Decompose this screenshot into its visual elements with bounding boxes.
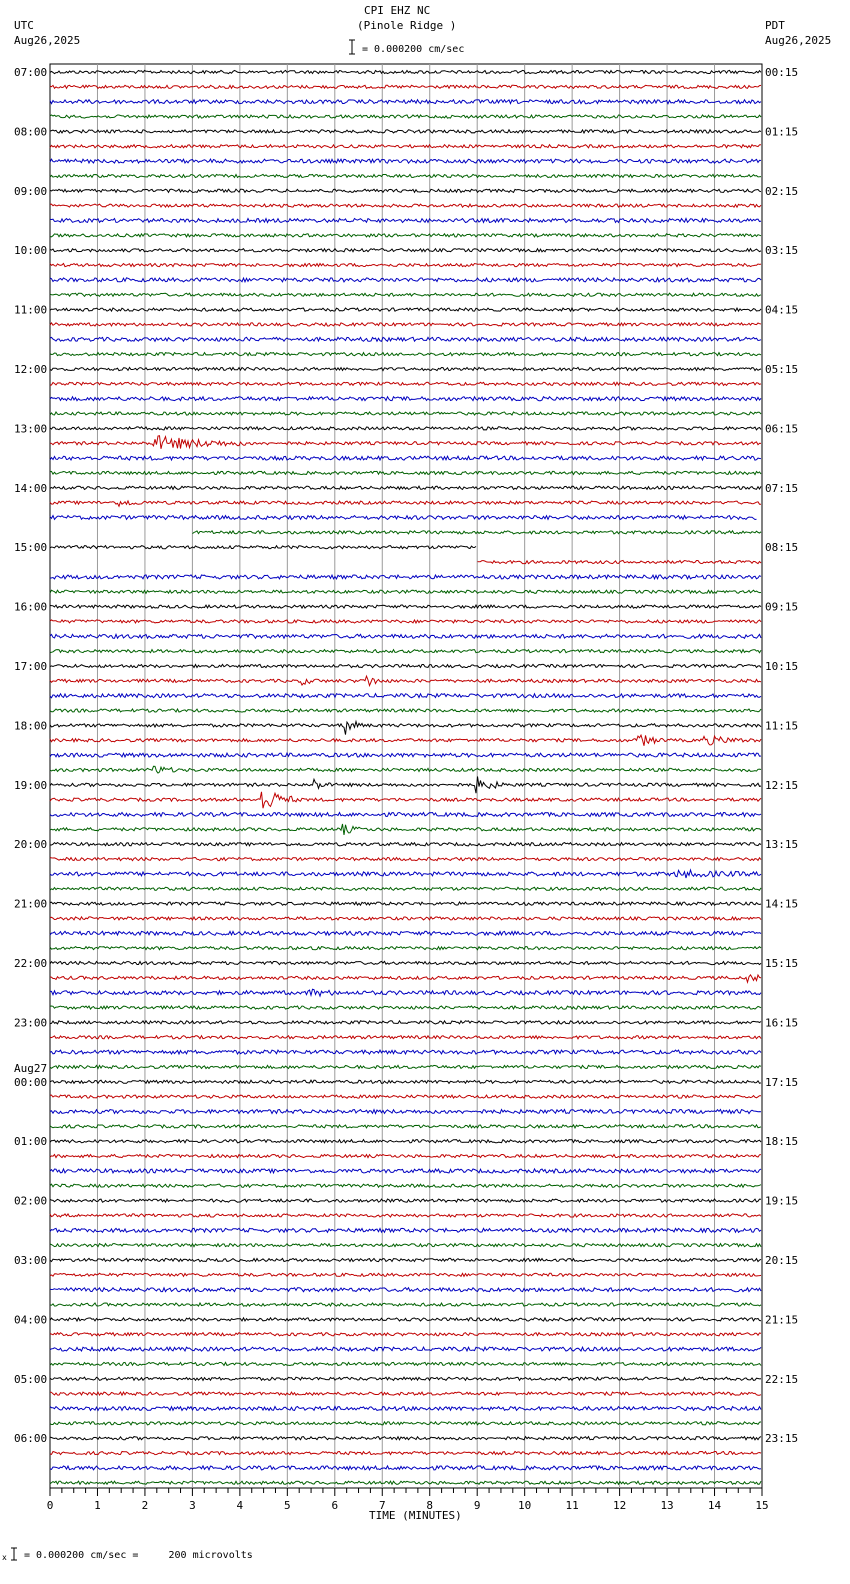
left-date: Aug26,2025 [14,34,81,47]
trace-row [50,1288,761,1292]
trace-row [50,1140,761,1143]
pdt-hour-label: 15:15 [765,957,799,970]
pdt-hour-label: 13:15 [765,838,799,852]
utc-hour-label: 01:00 [14,1135,48,1149]
utc-hour-label: 23:00 [14,1016,48,1030]
x-tick-label: 12 [612,1499,627,1512]
trace-row [50,1036,761,1039]
utc-hour-label: 09:00 [14,184,48,198]
x-tick-label: 0 [46,1499,54,1512]
trace-row [50,1228,761,1232]
trace-row [50,159,761,163]
trace-row [50,234,761,237]
trace-row [50,694,761,698]
trace-row [50,870,761,878]
scale-bar-icon [349,40,355,54]
trace-row [50,961,761,964]
trace-row [50,1244,761,1247]
pdt-hour-label: 14:15 [765,897,799,911]
x-tick-label: 13 [660,1499,674,1512]
trace-row [50,337,761,341]
pdt-hour-label: 08:15 [765,541,799,555]
trace-row [50,1422,761,1425]
utc-hour-label: 19:00 [14,778,48,792]
right-date: Aug26,2025 [765,34,832,47]
utc-hour-label: 07:00 [14,66,48,79]
utc-hour-label: 06:00 [14,1432,48,1446]
trace-row [50,278,761,282]
trace-row [50,308,761,311]
trace-row [50,1466,761,1470]
trace-row [50,753,761,757]
utc-hour-label: 20:00 [14,838,48,852]
trace-row [50,353,761,356]
trace-row [50,1377,761,1380]
trace-row [50,204,761,207]
utc-hour-label: 08:00 [14,125,48,139]
trace-row [50,664,761,667]
utc-hour-label: 16:00 [14,600,48,614]
pdt-hour-label: 23:15 [765,1432,799,1446]
utc-hour-label: 00:00 [14,1075,48,1089]
utc-hour-label: 11:00 [14,303,48,317]
pdt-hour-label: 04:15 [765,303,799,317]
utc-hour-label: 13:00 [14,422,48,436]
trace-row [50,456,761,460]
footer-scale-label: = 0.000200 cm/sec = 200 microvolts [24,1550,253,1561]
pdt-hour-label: 00:15 [765,66,799,79]
utc-hour-label: 03:00 [14,1254,48,1267]
trace-row [50,1481,761,1484]
trace-row [50,1184,761,1187]
trace-row [50,1080,761,1083]
pdt-hour-label: 06:15 [765,422,799,436]
x-tick-label: 6 [331,1499,339,1512]
trace-row [50,486,761,489]
trace-row [50,382,761,385]
trace-row [50,620,761,623]
pdt-hour-label: 11:15 [765,719,799,733]
trace-row [50,1333,761,1336]
x-tick-label: 8 [426,1499,434,1512]
trace-row [50,1214,761,1217]
trace-row [50,1050,761,1054]
trace-row [50,1169,761,1173]
station-title: CPI EHZ NC [364,4,431,17]
trace-row [50,293,761,296]
utc-hour-label: 04:00 [14,1313,48,1327]
trace-row [50,1155,761,1158]
utc-hour-label: 10:00 [14,244,48,258]
utc-hour-label: 05:00 [14,1372,48,1386]
trace-row [50,367,761,370]
trace-row [50,1110,761,1114]
trace-row [50,219,761,223]
x-tick-label: 15 [755,1499,769,1512]
x-tick-label: 14 [707,1499,722,1512]
trace-row [50,189,761,192]
trace-row [50,735,761,746]
utc-hour-label: 21:00 [14,897,48,911]
trace-row [50,1437,761,1440]
trace-row [50,115,761,118]
trace-row [50,516,757,520]
trace-row [50,412,761,415]
trace-row [50,1021,761,1024]
trace-row [50,264,761,267]
trace-row [50,792,761,808]
left-timezone: UTC [14,19,34,32]
trace-row [50,427,761,430]
trace-row [50,709,761,712]
trace-row [50,100,761,104]
trace-row [50,813,761,817]
trace-row [50,902,761,905]
pdt-hour-label: 20:15 [765,1254,799,1267]
footer-scale-bar-icon [11,1548,17,1560]
pdt-hour-label: 19:15 [765,1194,799,1208]
pdt-hour-label: 22:15 [765,1372,799,1386]
pdt-hour-label: 18:15 [765,1135,799,1149]
footer-marker: x [2,1553,7,1562]
trace-row [50,397,761,401]
utc-hour-label: 14:00 [14,481,48,495]
trace-row [50,605,761,608]
trace-row [50,1407,761,1411]
trace-row [50,590,761,593]
trace-row [50,130,761,133]
pdt-hour-label: 10:15 [765,660,799,673]
trace-row [50,85,761,88]
trace-row [50,70,761,73]
pdt-hour-label: 02:15 [765,184,799,198]
trace-row [50,650,761,653]
x-tick-label: 9 [473,1499,481,1512]
pdt-hour-label: 07:15 [765,481,799,495]
trace-row [50,917,761,920]
scale-label: = 0.000200 cm/sec [362,44,465,55]
trace-row [50,575,761,579]
trace-row [50,471,761,474]
trace-row [50,1125,761,1128]
trace-row [50,174,761,177]
trace-row [50,546,476,549]
trace-row [50,634,761,638]
right-timezone: PDT [765,19,785,32]
x-tick-label: 10 [518,1499,532,1512]
pdt-hour-label: 09:15 [765,600,799,614]
pdt-hour-label: 17:15 [765,1075,799,1089]
trace-row [50,1303,761,1306]
pdt-hour-label: 03:15 [765,244,799,258]
trace-row [50,1065,761,1068]
trace-row [50,501,761,506]
trace-row [50,1095,761,1098]
utc-hour-label: 15:00 [14,541,48,555]
trace-row [50,1392,761,1395]
trace-row [50,887,761,890]
x-tick-label: 3 [189,1499,196,1512]
pdt-hour-label: 01:15 [765,125,799,139]
trace-row [50,1452,761,1455]
seismic-traces [50,70,761,1484]
pdt-hour-label: 12:15 [765,778,799,792]
pdt-hour-label: 16:15 [765,1016,799,1030]
trace-row [50,1318,761,1321]
trace-row [50,436,761,449]
trace-row [50,947,761,950]
utc-hour-label: 22:00 [14,957,48,970]
x-tick-label: 2 [141,1499,149,1512]
x-tick-label: 5 [284,1499,291,1512]
trace-row [50,1362,761,1365]
utc-hour-label: 12:00 [14,363,48,376]
date-change-label: Aug27 [14,1061,48,1075]
x-tick-label: 11 [565,1499,579,1512]
trace-row [50,1347,761,1351]
trace-row [50,766,761,773]
trace-row [50,843,761,846]
pdt-hour-label: 21:15 [765,1313,799,1327]
trace-row [50,676,761,686]
x-axis-label: TIME (MINUTES) [369,1509,462,1522]
utc-hour-label: 18:00 [14,719,48,733]
trace-row [50,989,761,996]
trace-row [50,1006,761,1009]
x-tick-label: 1 [94,1499,101,1512]
station-location: (Pinole Ridge ) [357,19,457,32]
trace-row [50,145,761,148]
x-tick-label: 7 [378,1499,386,1512]
trace-row [50,323,761,326]
trace-row [50,1258,761,1261]
utc-hour-label: 02:00 [14,1194,48,1208]
utc-hour-label: 17:00 [14,660,48,673]
trace-row [50,722,761,735]
pdt-hour-label: 05:15 [765,363,799,376]
trace-row [50,931,761,935]
trace-row [50,824,761,835]
trace-row [50,1273,761,1276]
trace-row [50,975,761,982]
trace-row [50,249,761,252]
x-tick-label: 4 [236,1499,244,1512]
trace-row [50,1199,761,1202]
trace-row [50,777,761,794]
trace-row [50,858,761,861]
